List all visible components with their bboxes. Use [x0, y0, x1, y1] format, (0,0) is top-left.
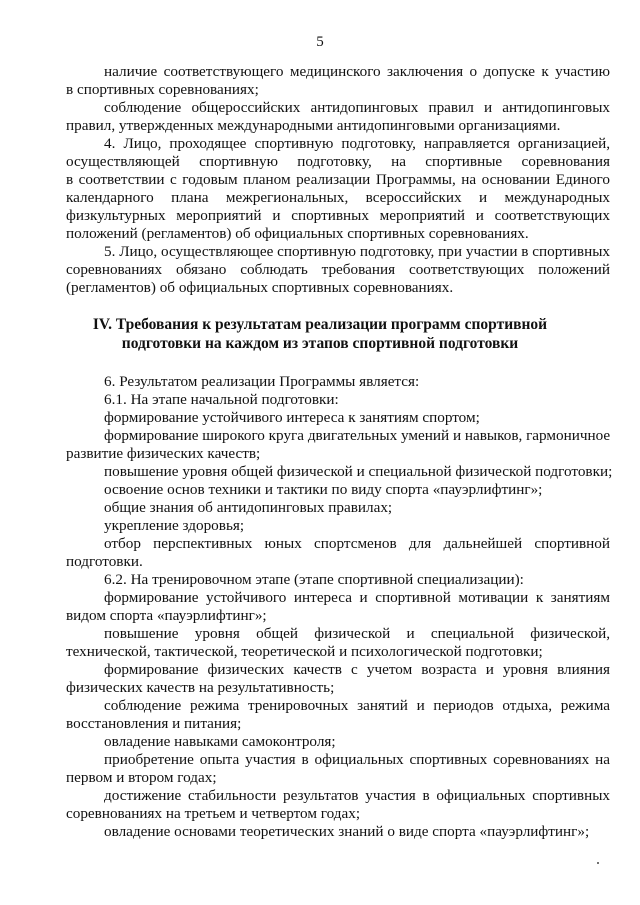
scan-speck: [597, 862, 599, 864]
text-line: наличие соответствующего медицинского заключения о допуске к участию: [104, 63, 610, 80]
text-line: физических качеств на результативность;: [66, 679, 335, 696]
text-line: осуществляющей спортивную подготовку, на спортивные соревнования: [66, 153, 610, 170]
text-line: в соответствии с годовым планом реализации Программы, на основании Единого: [66, 171, 610, 188]
text-line: 6.1. На этапе начальной подготовки:: [104, 391, 339, 408]
text-line: овладение навыками самоконтроля;: [104, 733, 336, 750]
text-line: достижение стабильности результатов участия в официальных спортивных: [104, 787, 610, 804]
text-line: соревнованиях обязано соблюдать требования соответствующих положений: [66, 261, 610, 278]
text-line: формирование широкого круга двигательных умений и навыков, гармоничное: [104, 427, 611, 444]
text-line: приобретение опыта участия в официальных спортивных соревнованиях на: [104, 751, 610, 768]
text-line: формирование устойчивого интереса и спортивной мотивации к занятиям: [104, 589, 610, 606]
text-line: укрепление здоровья;: [104, 517, 245, 534]
text-line: повышение уровня общей физической и специальной физической,: [104, 625, 610, 642]
text-line: общие знания об антидопинговых правилах;: [104, 499, 393, 516]
text-line: развитие физических качеств;: [66, 445, 261, 462]
text-line: формирование физических качеств с учетом возраста и уровня влияния: [104, 661, 610, 678]
text-line: 4. Лицо, проходящее спортивную подготовку, направляется организацией,: [104, 135, 610, 152]
text-line: овладение основами теоретических знаний о виде спорта «пауэрлифтинг»;: [104, 823, 590, 840]
text-line: соблюдение общероссийских антидопинговых правил и антидопинговых: [104, 99, 610, 116]
section-heading-line: IV. Требования к результатам реализации программ спортивной: [92, 316, 548, 333]
text-line: формирование устойчивого интереса к занятиям спортом;: [104, 409, 480, 426]
text-line: в спортивных соревнованиях;: [66, 81, 259, 98]
text-line: (регламентов) об официальных спортивных соревнованиях.: [66, 279, 454, 296]
text-line: календарного плана межрегиональных, всероссийских и международных: [66, 189, 610, 206]
text-line: 6.2. На тренировочном этапе (этапе спортивной специализации):: [104, 571, 524, 588]
text-line: отбор перспективных юных спортсменов для дальнейшей спортивной: [104, 535, 610, 552]
text-line: освоение основ техники и тактики по виду спорта «пауэрлифтинг»;: [104, 481, 543, 498]
text-line: физкультурных мероприятий и спортивных мероприятий и соответствующих: [66, 207, 610, 224]
text-line: технической, тактической, теоретической и психологической подготовки;: [66, 643, 543, 660]
text-line: восстановления и питания;: [66, 715, 242, 732]
text-line: 6. Результатом реализации Программы является:: [104, 373, 420, 390]
page-number: 5: [316, 34, 324, 50]
text-line: соревнованиях на третьем и четвертом годах;: [66, 805, 361, 822]
text-line: подготовки.: [66, 553, 143, 570]
text-line: видом спорта «пауэрлифтинг»;: [66, 607, 267, 624]
text-line: правил, утвержденных международными антидопинговыми организациями.: [66, 117, 561, 134]
text-line: 5. Лицо, осуществляющее спортивную подготовку, при участии в спортивных: [104, 243, 610, 260]
text-line: положений (регламентов) об официальных спортивных соревнованиях.: [66, 225, 529, 242]
section-heading-line: подготовки на каждом из этапов спортивной подготовки: [121, 335, 519, 352]
text-line: первом и втором годах;: [66, 769, 217, 786]
text-line: повышение уровня общей физической и специальной физической подготовки;: [104, 463, 613, 480]
text-line: соблюдение режима тренировочных занятий и периодов отдыха, режима: [104, 697, 610, 714]
